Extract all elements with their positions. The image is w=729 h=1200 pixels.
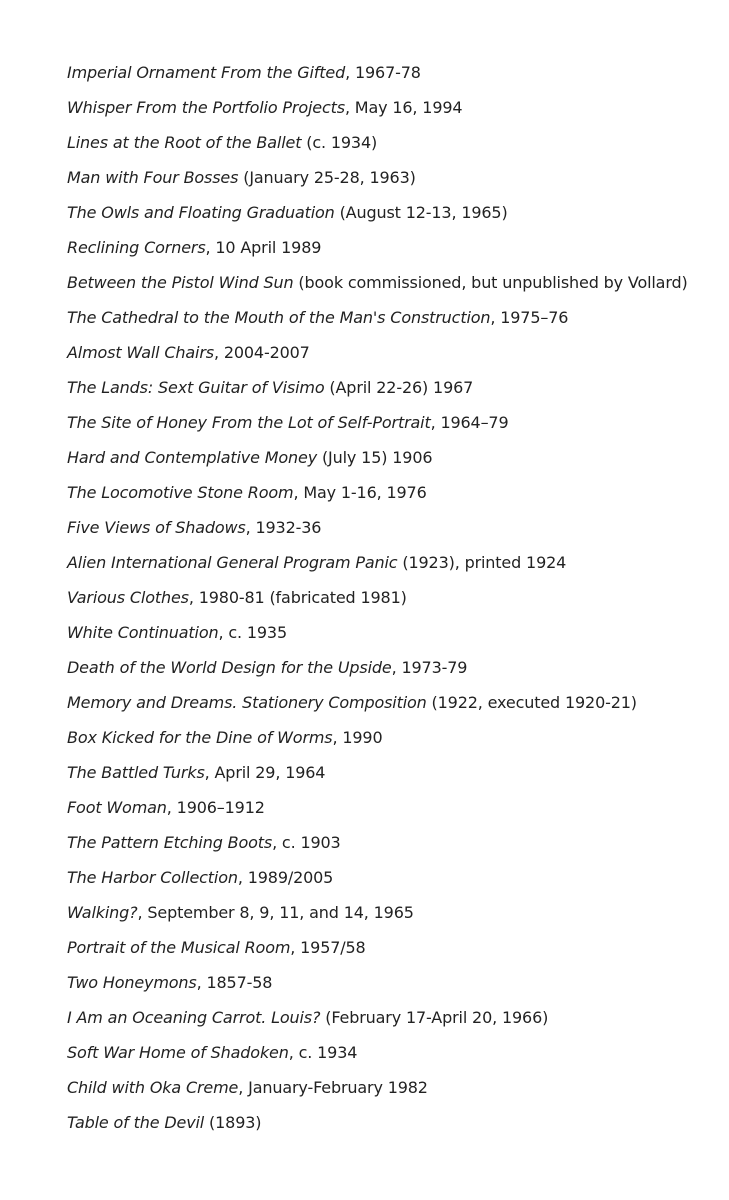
list-item <box>67 587 729 622</box>
list-item <box>67 412 729 447</box>
list-item <box>67 1007 729 1042</box>
list-item <box>67 622 729 657</box>
list-item <box>67 307 729 342</box>
artwork-date: , 2004-2007 <box>213 343 310 362</box>
artwork-title: Between the Pistol Wind Sun <box>67 273 294 292</box>
artwork-title: The Site of Honey From the Lot of Self-Portrait <box>67 413 431 432</box>
list-item <box>67 132 729 167</box>
artwork-title: I Am an Oceaning Carrot. Louis? <box>67 1008 321 1027</box>
artwork-title: The Cathedral to the Mouth of the Man's Construction <box>67 308 491 327</box>
artwork-title: Hard and Contemplative Money <box>67 448 318 467</box>
artwork-date: (1922, executed 1920-21) <box>426 693 637 712</box>
artwork-date: , 1990 <box>332 728 383 747</box>
artwork-date: , May 1-16, 1976 <box>293 483 427 502</box>
artwork-title: Almost Wall Chairs <box>67 343 214 362</box>
artwork-date: , 10 April 1989 <box>205 238 322 257</box>
artwork-title: The Battled Turks <box>67 763 205 782</box>
artwork-date: , 1957/58 <box>290 938 366 957</box>
artwork-title: Portrait of the Musical Room <box>67 938 291 957</box>
artwork-date: (April 22-26) 1967 <box>324 378 474 397</box>
artwork-title: Two Honeymons <box>67 973 197 992</box>
artwork-date: , 1857-58 <box>196 973 273 992</box>
artwork-title: The Pattern Etching Boots <box>67 833 273 852</box>
artwork-title: Death of the World Design for the Upside <box>67 658 392 677</box>
list-item <box>67 272 729 307</box>
list-item <box>67 867 729 902</box>
artwork-title: The Locomotive Stone Room <box>67 483 294 502</box>
artwork-date: (1923), printed 1924 <box>397 553 567 572</box>
artwork-date: , 1967-78 <box>345 63 421 82</box>
artwork-date: , 1932-36 <box>245 518 322 537</box>
artwork-date: , 1980-81 (fabricated 1981) <box>188 588 407 607</box>
list-item <box>67 1077 729 1112</box>
list-item <box>67 167 729 202</box>
artwork-title: White Continuation <box>67 623 219 642</box>
list-item <box>67 377 729 412</box>
list-item <box>67 517 729 552</box>
artwork-title: Child with Oka Creme <box>67 1078 239 1097</box>
artwork-title: The Owls and Floating Graduation <box>67 203 335 222</box>
artwork-title: Box Kicked for the Dine of Worms <box>67 728 333 747</box>
artwork-date: , May 16, 1994 <box>344 98 463 117</box>
artwork-date: , 1906–1912 <box>166 798 265 817</box>
list-item <box>67 482 729 517</box>
artwork-title: Five Views of Shadows <box>67 518 246 537</box>
list-item <box>67 797 729 832</box>
artwork-title: Memory and Dreams. Stationery Composition <box>67 693 427 712</box>
artwork-title: The Lands: Sext Guitar of Visimo <box>67 378 325 397</box>
list-item <box>67 342 729 377</box>
artwork-title: Walking? <box>67 903 138 922</box>
list-item <box>67 1042 729 1077</box>
list-item <box>67 902 729 937</box>
artwork-date: (January 25-28, 1963) <box>238 168 416 187</box>
artwork-date: , c. 1934 <box>288 1043 358 1062</box>
list-item <box>67 972 729 1007</box>
artwork-date: , September 8, 9, 11, and 14, 1965 <box>137 903 414 922</box>
list-item <box>67 727 729 762</box>
artwork-date: , 1973-79 <box>391 658 468 677</box>
artwork-title: Man with Four Bosses <box>67 168 239 187</box>
list-item <box>67 1112 729 1147</box>
list-item <box>67 237 729 272</box>
list-item <box>67 62 729 97</box>
artwork-title: Table of the Devil <box>67 1113 205 1132</box>
list-item <box>67 202 729 237</box>
artwork-title: The Harbor Collection <box>67 868 238 887</box>
artwork-title: Foot Woman <box>67 798 167 817</box>
artwork-date: , 1964–79 <box>430 413 509 432</box>
artwork-date: (book commissioned, but unpublished by Vollard) <box>293 273 688 292</box>
artwork-date: (1893) <box>204 1113 262 1132</box>
artwork-date: , c. 1903 <box>272 833 341 852</box>
list-item <box>67 97 729 132</box>
artwork-date: (c. 1934) <box>301 133 378 152</box>
artwork-date: , 1975–76 <box>490 308 569 327</box>
artwork-title: Imperial Ornament From the Gifted <box>67 63 346 82</box>
artwork-date: , April 29, 1964 <box>204 763 326 782</box>
artwork-title: Reclining Corners <box>67 238 206 257</box>
list-item <box>67 832 729 867</box>
artwork-title: Whisper From the Portfolio Projects <box>67 98 345 117</box>
artwork-date: (July 15) 1906 <box>317 448 433 467</box>
artwork-date: , 1989/2005 <box>237 868 334 887</box>
artwork-date: (February 17-April 20, 1966) <box>320 1008 549 1027</box>
artwork-title: Various Clothes <box>67 588 189 607</box>
list-item <box>67 937 729 972</box>
artwork-date: (August 12-13, 1965) <box>334 203 508 222</box>
artwork-date: , c. 1935 <box>218 623 287 642</box>
artwork-title: Soft War Home of Shadoken <box>67 1043 289 1062</box>
artwork-date: , January-February 1982 <box>238 1078 428 1097</box>
list-item <box>67 692 729 727</box>
list-item <box>67 762 729 797</box>
list-item <box>67 657 729 692</box>
list-item <box>67 447 729 482</box>
list-item <box>67 552 729 587</box>
artwork-title: Alien International General Program Panic <box>67 553 398 572</box>
artwork-title: Lines at the Root of the Ballet <box>67 133 302 152</box>
